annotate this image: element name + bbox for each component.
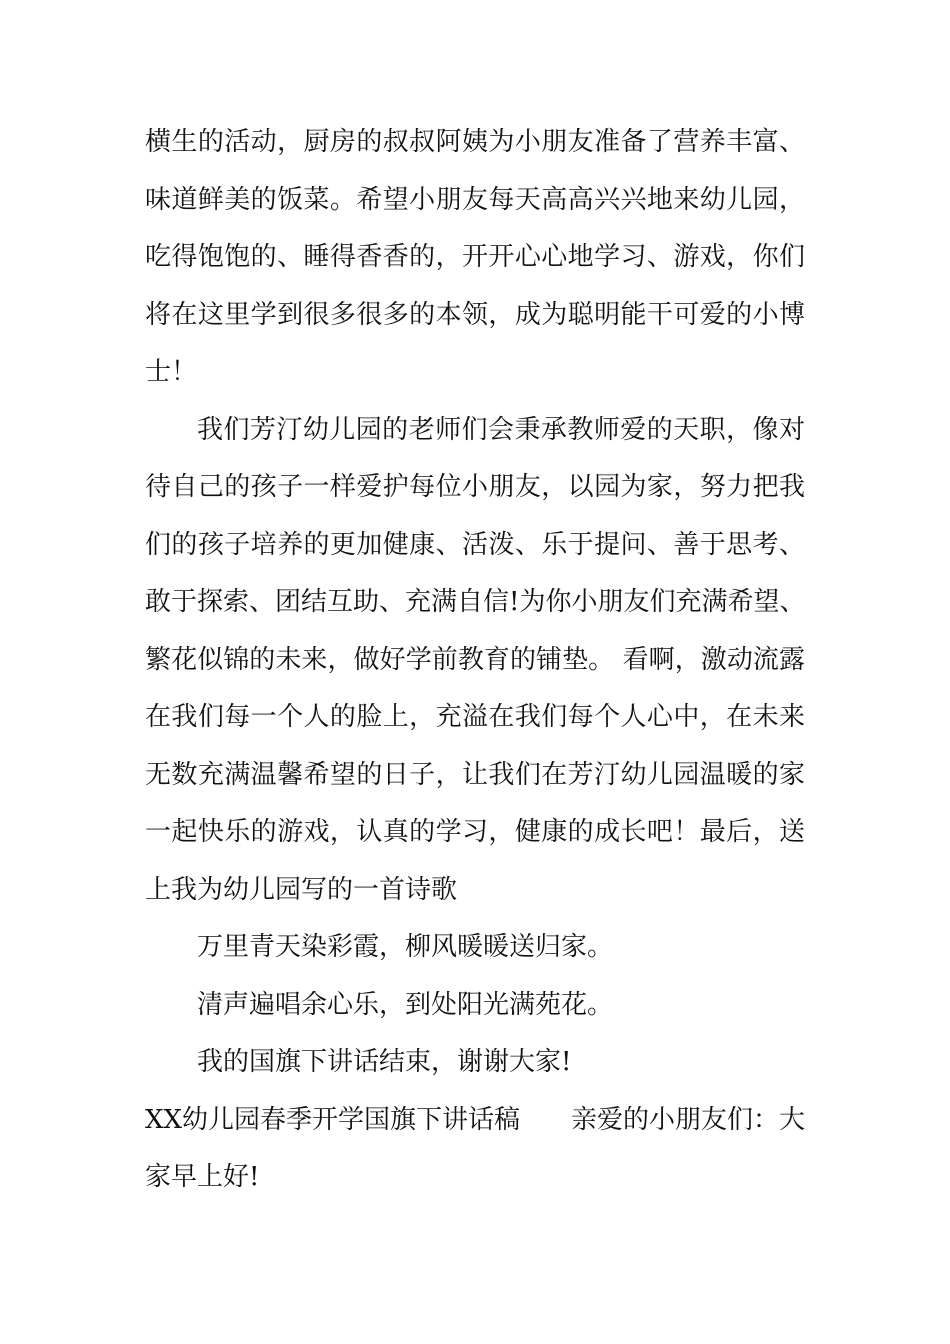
text-line: 横生的活动，厨房的叔叔阿姨为小朋友准备了营养丰富、 xyxy=(145,127,805,157)
next-speech-title: XX幼儿园春季开学国旗下讲话稿 xyxy=(145,1105,521,1135)
text-line: 味道鲜美的饭菜。希望小朋友每天高高兴兴地来幼儿园， xyxy=(145,185,805,215)
text-line: 繁花似锦的未来，做好学前教育的铺垫。 看啊，激动流露 xyxy=(145,645,805,675)
closing-line: 我的国旗下讲话结束，谢谢大家! xyxy=(197,1047,572,1077)
next-speech-heading-line xyxy=(145,1100,805,1140)
poem-line: 清声遍唱余心乐，到处阳光满苑花。 xyxy=(197,990,614,1020)
text-line: 士！ xyxy=(145,357,198,387)
text-line: 家早上好! xyxy=(145,1162,260,1192)
text-line: 敢于探索、团结互助、充满自信!为你小朋友们充满希望、 xyxy=(145,587,806,617)
poem-line: 万里青天染彩霞，柳风暖暖送归家。 xyxy=(197,932,614,962)
text-line: 们的孩子培养的更加健康、活泼、乐于提问、善于思考、 xyxy=(145,530,805,560)
next-speech-greeting: 亲爱的小朋友们：大 xyxy=(570,1105,805,1135)
text-line: 一起快乐的游戏，认真的学习，健康的成长吧！最后，送 xyxy=(145,817,805,847)
text-line: 将在这里学到很多很多的本领，成为聪明能干可爱的小博 xyxy=(145,300,805,330)
text-line: 待自己的孩子一样爱护每位小朋友，以园为家，努力把我 xyxy=(145,472,805,502)
text-line: 吃得饱饱的、睡得香香的，开开心心地学习、游戏，你们 xyxy=(145,242,805,272)
text-line: 无数充满温馨希望的日子，让我们在芳汀幼儿园温暖的家 xyxy=(145,760,805,790)
text-line: 在我们每一个人的脸上，充溢在我们每个人心中，在未来 xyxy=(145,702,805,732)
text-line: 我们芳汀幼儿园的老师们会秉承教师爱的天职，像对 xyxy=(197,415,805,445)
text-line: 上我为幼儿园写的一首诗歌 xyxy=(145,875,458,905)
